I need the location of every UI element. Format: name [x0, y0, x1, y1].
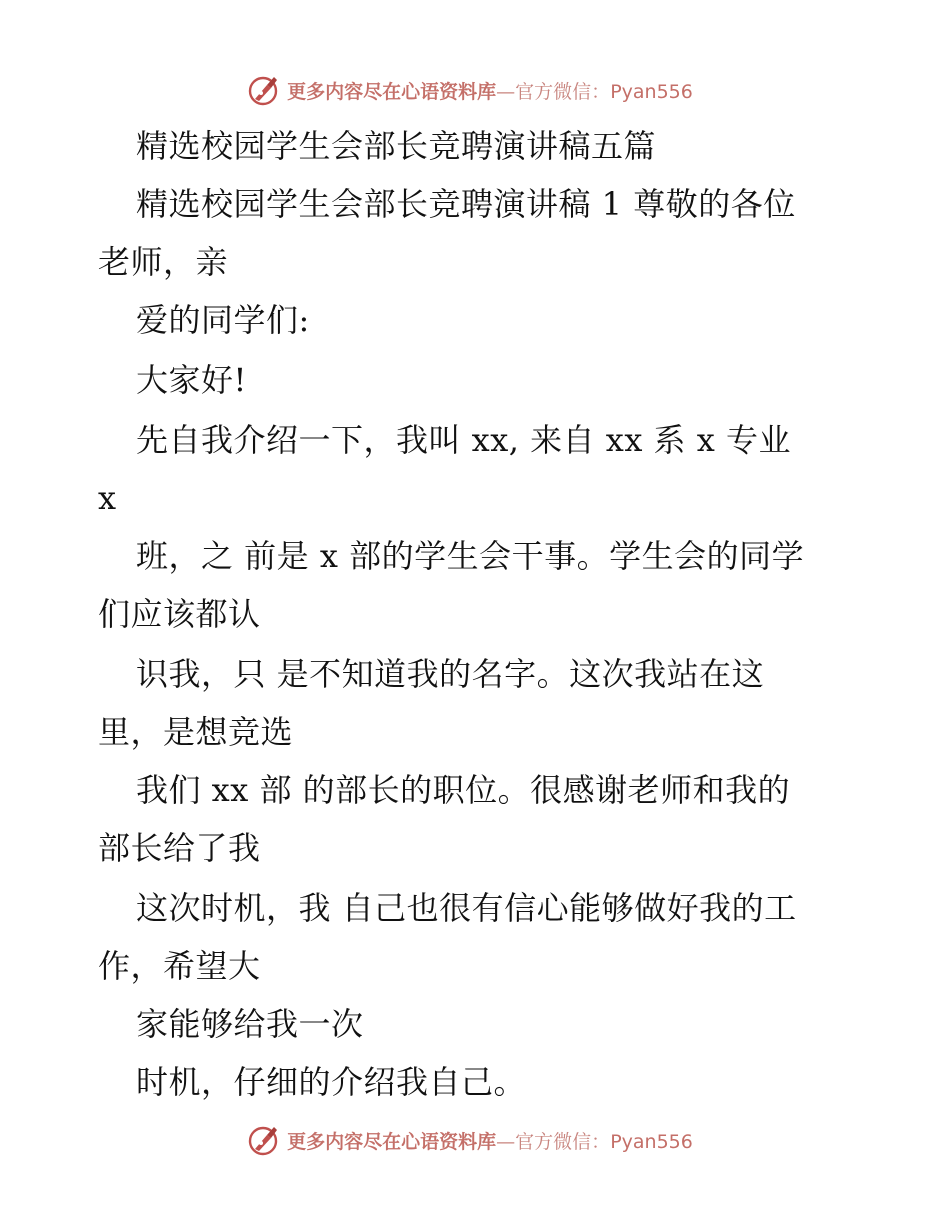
- paragraph-line: 我们 xx 部 的部长的职位。很感谢老师和我的: [136, 771, 791, 809]
- watermark-wechat-label: 官方微信：: [515, 1130, 611, 1153]
- document-title: 精选校园学生会部长竞聘演讲稿五篇: [136, 127, 657, 165]
- header-watermark-banner: [0, 70, 950, 110]
- paragraph-line: 这次时机，我 自己也很有信心能够做好我的工: [136, 889, 797, 927]
- pen-logo-icon: [247, 73, 281, 107]
- header-watermark-text: [287, 77, 693, 104]
- pen-logo-icon: [247, 1123, 281, 1157]
- watermark-main-text: 更多内容尽在心语资料库: [287, 1130, 497, 1153]
- paragraph-line: 精选校园学生会部长竞聘演讲稿 1 尊敬的各位: [136, 185, 796, 223]
- watermark-main-text: 更多内容尽在心语资料库: [287, 80, 497, 103]
- paragraph-line: 先自我介绍一下，我叫 xx, 来自 xx 系 x 专业: [136, 421, 791, 459]
- watermark-wechat-id: Pyan556: [610, 1130, 693, 1153]
- paragraph-line: 识我，只 是不知道我的名字。这次我站在这: [136, 655, 765, 693]
- watermark-wechat-label: 官方微信：: [515, 80, 611, 103]
- watermark-wechat-id: Pyan556: [610, 80, 693, 103]
- paragraph-line: 班，之 前是 x 部的学生会干事。学生会的同学: [136, 537, 805, 575]
- paragraph-line: 作，希望大: [98, 947, 261, 985]
- paragraph-line: 部长给了我: [98, 829, 261, 867]
- paragraph-line: x: [98, 479, 117, 517]
- watermark-separator: —: [496, 1130, 516, 1153]
- paragraph-line: 家能够给我一次: [136, 1005, 364, 1043]
- footer-watermark-text: [287, 1127, 693, 1154]
- watermark-separator: —: [496, 80, 516, 103]
- paragraph-line: 大家好!: [136, 361, 247, 399]
- paragraph-line: 老师，亲: [98, 243, 229, 281]
- paragraph-line: 爱的同学们:: [136, 301, 310, 339]
- footer-watermark-banner: [0, 1120, 950, 1160]
- paragraph-line: 时机，仔细的介绍我自己。: [136, 1063, 527, 1101]
- paragraph-line: 们应该都认: [98, 595, 261, 633]
- paragraph-line: 里，是想竞选: [98, 713, 294, 751]
